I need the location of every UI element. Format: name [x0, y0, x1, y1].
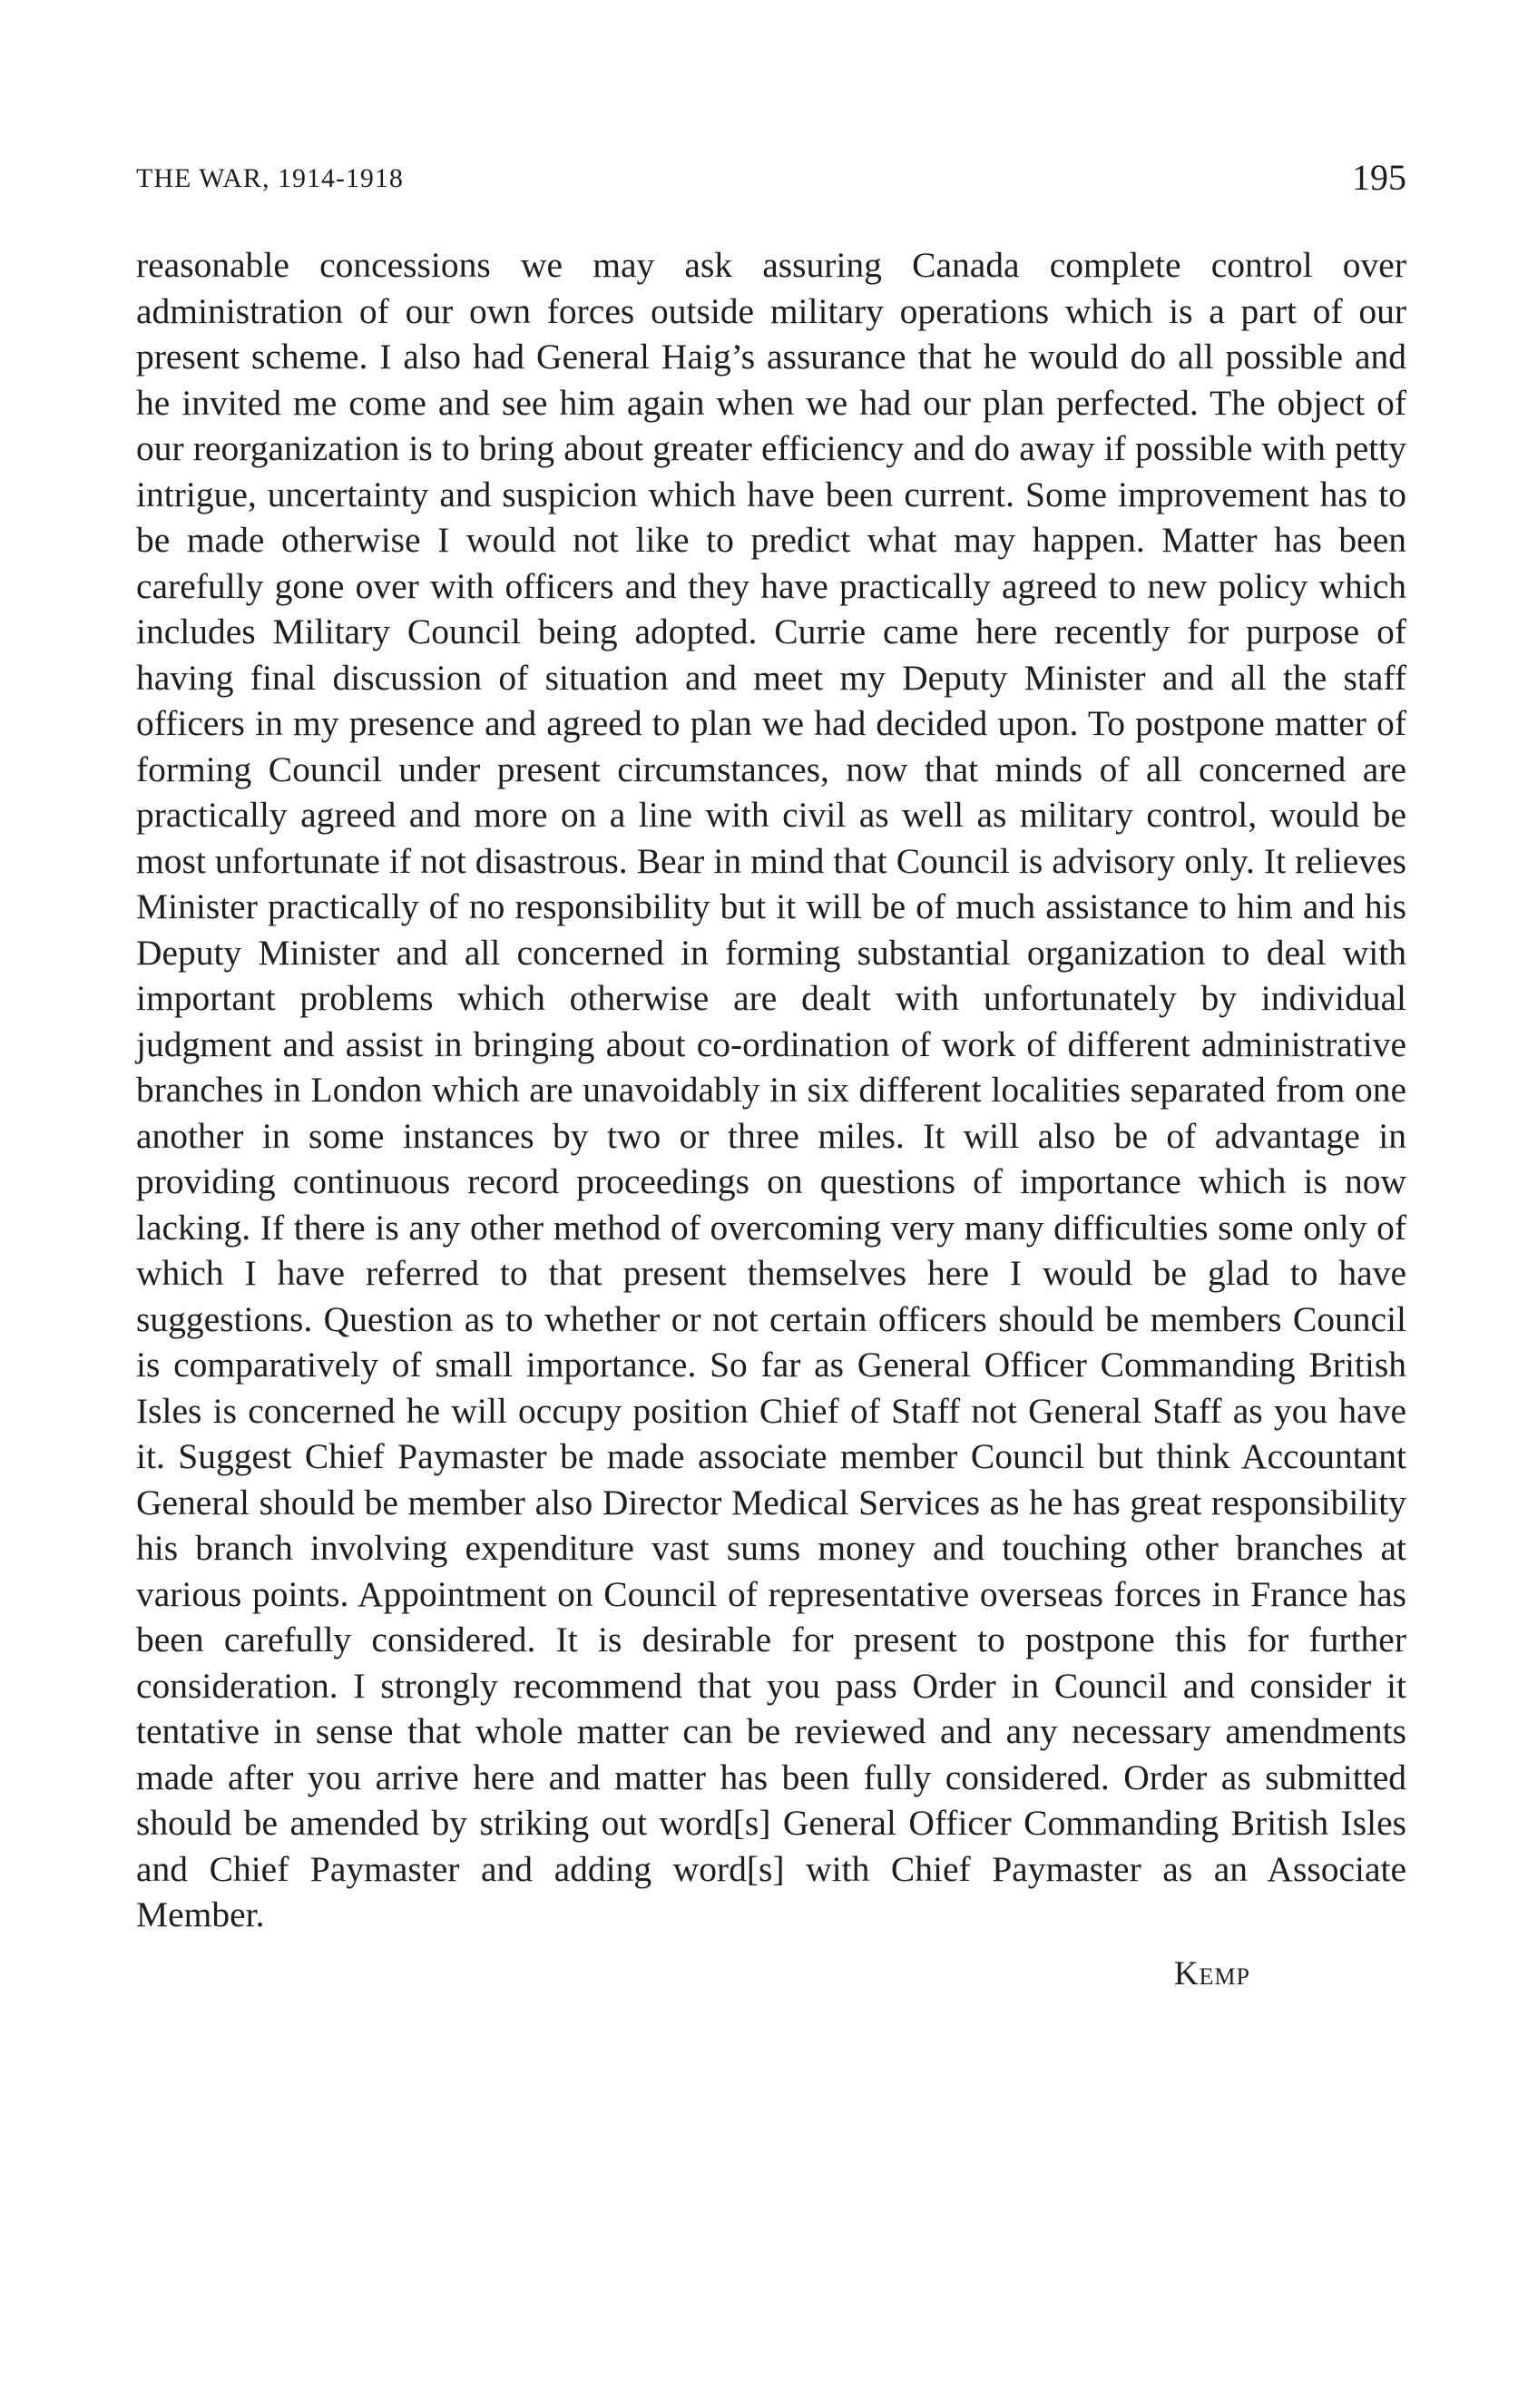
signature-line	[136, 1954, 1406, 1993]
signature: Kemp	[1173, 1955, 1250, 1992]
running-head	[136, 156, 1406, 201]
document-page	[136, 0, 1406, 2408]
page-number: 195	[1352, 157, 1406, 198]
body-paragraph: reasonable concessions we may ask assuring Canada complete control over administration of our own forces outside military operations which is a part of our present scheme. I also had General Haig’s assurance that he would do all possible and he invited me come and see him again when we had our plan perfected. The object of our reorganization is to bring about greater efficiency and do away if possible with petty intrigue, uncertainty and suspicion which have been current. Some improvement has to be made otherwise I would not like to predict what may happen. Matter has been carefully gone over with officers and they have practically agreed to new policy which includes Military Council being adopted. Currie came here recently for purpose of having final discussion of situation and meet my Deputy Minister and all the staff officers in my presence and agreed to plan we had decided upon. To postpone matter of forming Council under present circumstances, now that minds of all concerned are practically agreed and more on a line with civil as well as military control, would be most unfortunate if not disastrous. Bear in mind that Council is advisory only. It relieves Minister practically of no responsibility but it will be of much assistance to him and his Deputy Minister and all concerned in forming substantial organization to deal with important problems which otherwise are dealt with unfortunately by individual judgment and assist in bringing about co-ordination of work of different administrative branches in London which are unavoidably in six different localities separated from one another in some instances by two or three miles. It will also be of advantage in providing continuous record proceedings on questions of importance which is now lacking. If there is any other method of overcoming very many difficulties some only of which I have referred to that present themselves here I would be glad to have suggestions. Question as to whether or not certain officers should be members Council is comparatively of small importance. So far as General Officer Commanding British Isles is concerned he will occupy position Chief of Staff not General Staff as you have it. Suggest Chief Paymaster be made associate member Council but think Accountant General should be member also Director Medical Services as he has great responsibility his branch involving expenditure vast sums money and touching other branches at various points. Appointment on Council of representative overseas forces in France has been carefully considered. It is desirable for present to postpone this for further consideration. I strongly recommend that you pass Order in Council and consider it tentative in sense that whole matter can be reviewed and any necessary amendments made after you arrive here and matter has been fully considered. Order as submitted should be amended by striking out word[s] General Officer Commanding British Isles and Chief Paymaster and adding word[s] with Chief Paymaster as an Associate Member.	[136, 245, 1406, 1934]
running-title: THE WAR, 1914-1918	[136, 163, 404, 193]
